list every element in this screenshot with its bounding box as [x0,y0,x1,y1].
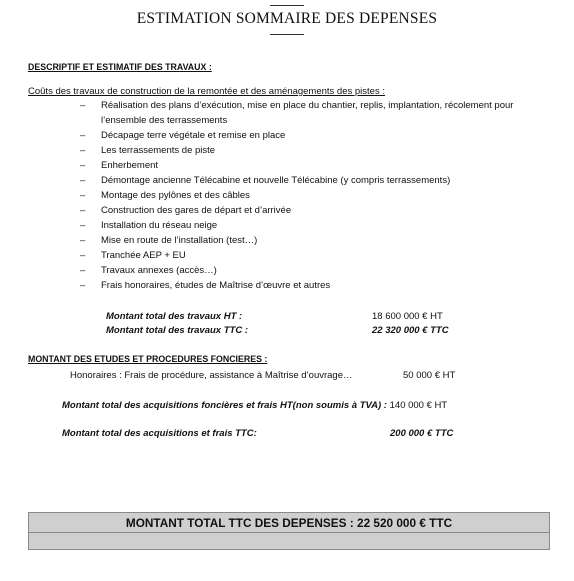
dash-bullet: – [80,160,86,171]
dash-bullet: – [80,205,86,216]
list-item [80,249,550,264]
dash-bullet: – [80,145,86,156]
list-item [80,234,550,249]
travaux-intro: Coûts des travaux de construction de la remontée et des aménagements des pistes : [28,86,385,97]
list-item-text: Réalisation des plans d’exécution, mise en place du chantier, replis, implantation, récolement pour l’ensemble des terrassements [101,100,514,126]
acquisitions-ht-label: Montant total des acquisitions foncières et frais HT(non soumis à TVA) : [62,400,387,411]
list-item [80,144,550,159]
list-item-text: Installation du réseau neige [101,220,218,231]
list-item [80,219,550,234]
page-title: ESTIMATION SOMMAIRE DES DEPENSES [136,10,438,27]
list-item-text: Décapage terre végétale et remise en place [101,130,286,141]
acquisitions-ttc-label: Montant total des acquisitions et frais TTC: [62,428,257,439]
acquisitions-ht-row [62,400,447,411]
title-top-rule [270,5,304,6]
dash-bullet: – [80,190,86,201]
section-title-etudes: MONTANT DES ETUDES ET PROCEDURES FONCIERES : [28,354,268,364]
dash-bullet: – [80,265,86,276]
dash-bullet: – [80,280,86,291]
list-item [80,129,550,144]
list-item-text: Mise en route de l’installation (test…) [101,235,258,246]
section-title-travaux: DESCRIPTIF ET ESTIMATIF DES TRAVAUX : [28,62,212,72]
honoraires-label: Honoraires : Frais de procédure, assistance à Maîtrise d’ouvrage… [70,370,353,381]
total-travaux-ht-value: 18 600 000 € HT [372,311,443,322]
dash-bullet: – [80,175,86,186]
list-item [80,99,550,128]
acquisitions-ttc-value: 200 000 € TTC [390,428,454,439]
list-item-text: Construction des gares de départ et d’arrivée [101,205,292,216]
grand-total-divider [29,532,549,533]
list-item-text: Enherbement [101,160,159,171]
dash-bullet: – [80,220,86,231]
total-travaux-ttc-value: 22 320 000 € TTC [372,325,449,336]
list-item [80,174,550,189]
acquisitions-ht-value: 140 000 € HT [389,400,448,411]
list-item-text: Tranchée AEP + EU [101,250,186,261]
list-item [80,204,550,219]
total-travaux-ht-label: Montant total des travaux HT : [106,311,243,322]
total-travaux-ttc-label: Montant total des travaux TTC : [106,325,248,336]
list-item-text: Démontage ancienne Télécabine et nouvelle Télécabine (y compris terrassements) [101,175,451,186]
list-item [80,159,550,174]
title-bottom-rule [270,34,304,35]
dash-bullet: – [80,250,86,261]
dash-bullet: – [80,235,86,246]
list-item [80,189,550,204]
list-item-text: Montage des pylônes et des câbles [101,190,250,201]
list-item-text: Les terrassements de piste [101,145,216,156]
list-item [80,264,550,279]
list-item [80,279,550,294]
honoraires-value: 50 000 € HT [403,370,456,381]
dash-bullet: – [80,130,86,141]
dash-bullet: – [80,100,86,111]
list-item-text: Travaux annexes (accès…) [101,265,217,276]
grand-total-text: MONTANT TOTAL TTC DES DEPENSES : 22 520 000 € TTC [125,516,453,530]
list-item-text: Frais honoraires, études de Maîtrise d’œuvre et autres [101,280,331,291]
grand-total-box [28,512,550,550]
